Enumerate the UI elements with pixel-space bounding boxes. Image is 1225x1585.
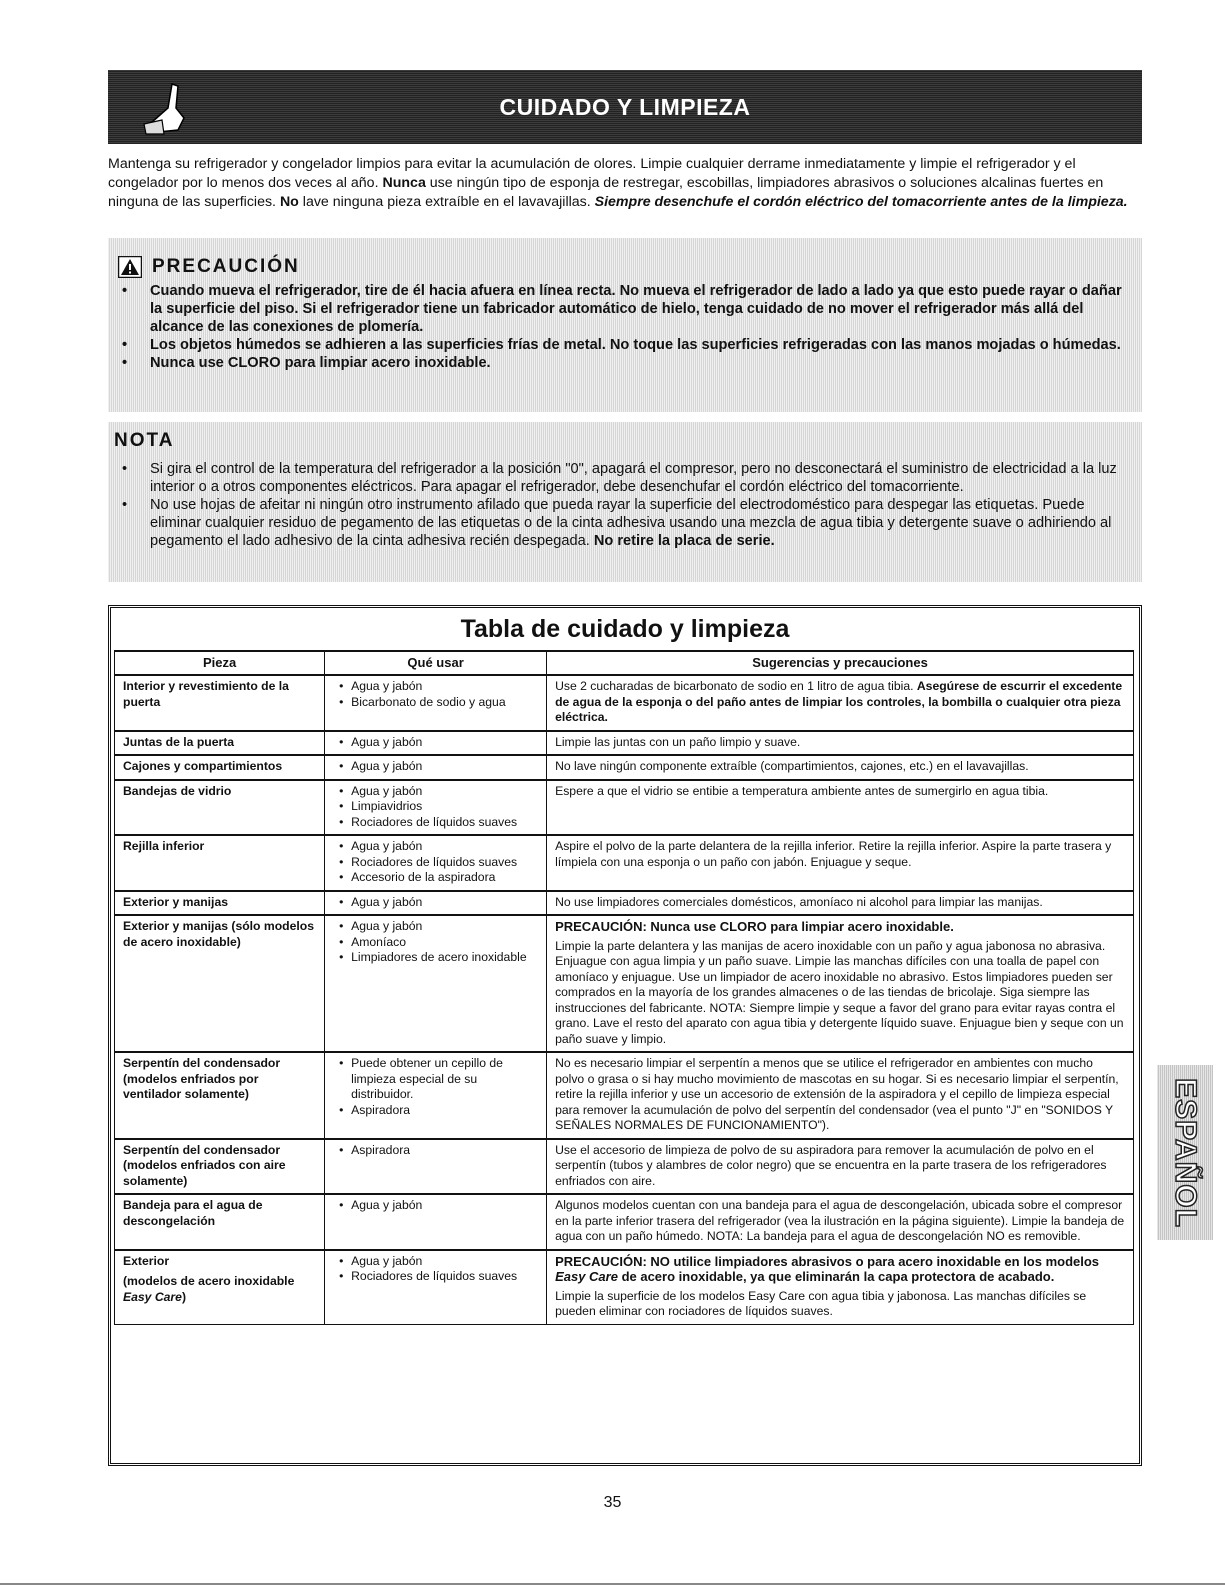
table-row	[115, 780, 1134, 836]
use-cell: • Agua y jabón	[325, 891, 547, 916]
tips-cell: Algunos modelos cuentan con una bandeja para el agua de descongelación, ubicada sobre el compresor en la parte inferior trasera del refrigerador (vea la ilustración en la página siguiente). Limpie la bandeja de agua con un paño húmedo. NOTA: La bandeja para el agua de descongelación NO es removible.	[547, 1194, 1134, 1250]
use-cell: • Aspiradora	[325, 1139, 547, 1195]
care-grid	[114, 650, 1134, 1325]
page-number: 35	[603, 1494, 622, 1511]
table-row	[115, 675, 1134, 731]
table-row	[115, 731, 1134, 756]
use-cell: • Agua y jabón	[325, 1194, 547, 1250]
tips-cell: PRECAUCIÓN: Nunca use CLORO para limpiar acero inoxidable. Limpie la parte delantera y las manijas de acero inoxidable con un paño y agua jabonosa no abrasiva. Enjuague con agua limpia y un paño suave. Limpie las manchas difíciles con una toalla de papel con amoníaco y enjuague. Use un limpiador de acero inoxidable no abrasivo. Estos limpiadores pueden ser comprados en la mayoría de los grandes almacenes o de las tiendas de bricolaje. Siga siempre las instrucciones del fabricante. NOTA: Siempre limpie y seque a favor del grano para evitar rayas contra el grano. Lave el resto del aparato con agua tibia y detergente líquido suave. Enjuague bien y seque con un paño suave y limpio.	[547, 915, 1134, 1052]
use-cell: • Agua y jabón • Rociadores de líquidos suaves • Accesorio de la aspiradora	[325, 835, 547, 891]
table-row	[115, 835, 1134, 891]
piece-cell: Exterior y manijas (sólo modelos de acero inoxidable)	[115, 915, 325, 1052]
table-header-row	[115, 651, 1134, 675]
piece-cell: Bandejas de vidrio	[115, 780, 325, 836]
warning-icon	[118, 256, 142, 278]
tips-cell: No lave ningún componente extraíble (compartimientos, cajones, etc.) en el lavavajillas.	[547, 755, 1134, 780]
table-row	[115, 755, 1134, 780]
list-item: • Los objetos húmedos se adhieren a las superficies frías de metal. No toque las superficies refrigeradas con las manos mojadas o húmedas.	[122, 336, 1132, 354]
list-item: • Si gira el control de la temperatura del refrigerador a la posición "0", apagará el compresor, pero no desconectará el suministro de electricidad a la luz interior o a otros componentes eléctricos. Para apagar el refrigerador, debe desenchufar el cordón eléctrico del tomacorriente.	[122, 460, 1132, 496]
use-cell: • Agua y jabón • Amoníaco • Limpiadores de acero inoxidable	[325, 915, 547, 1052]
tips-cell: PRECAUCIÓN: NO utilice limpiadores abrasivos o para acero inoxidable en los modelos Easy Care de acero inoxidable, ya que eliminarán la capa protectora de acabado. Limpie la superficie de los modelos Easy Care con agua tibia y jabonosa. Las manchas difíciles se pueden eliminar con rociadores de líquidos suaves.	[547, 1250, 1134, 1325]
table-row	[115, 1250, 1134, 1325]
intro-paragraph: Mantenga su refrigerador y congelador limpios para evitar la acumulación de olores. Limpie cualquier derrame inmediatamente y limpie el refrigerador y el congelador por lo menos dos veces al año. Nunca use ningún tipo de esponja de restregar, escobillas, limpiadores abrasivos o soluciones alcalinas fuertes en ninguna de las superficies. No lave ninguna pieza extraíble en el lavavajillas. Siempre desenchufe el cordón eléctrico del tomacorriente antes de la limpieza.	[108, 156, 1128, 210]
hand-wiping-icon	[138, 78, 194, 136]
use-cell: • Agua y jabón • Bicarbonato de sodio y agua	[325, 675, 547, 731]
tips-cell: Limpie las juntas con un paño limpio y suave.	[547, 731, 1134, 756]
table-title: Tabla de cuidado y limpieza	[460, 615, 790, 643]
caution-box	[108, 238, 1142, 412]
caution-list	[122, 282, 1132, 372]
language-tab-label: ESPAÑOL	[1169, 1077, 1202, 1228]
tips-cell: Espere a que el vidrio se entibie a temperatura ambiente antes de sumergirlo en agua tibia.	[547, 780, 1134, 836]
tips-cell: Aspire el polvo de la parte delantera de la rejilla inferior. Retire la rejilla inferior. Aspire la parte trasera y límpiela con una esponja o un paño con jabón. Enjuague y seque.	[547, 835, 1134, 891]
tips-cell: No es necesario limpiar el serpentín a menos que se utilice el refrigerador en ambientes con mucho polvo o grasa o si hay mucho movimiento de mascotas en su hogar. Si es necesario limpiar el serpentín, retire la rejilla inferior y use un accesorio de extensión de la aspiradora y el cepillo de limpieza especial para remover la acumulación de polvo del serpentín del condensador (vea el punto "J" en "SONIDOS Y SEÑALES NORMALES DE FUNCIONAMIENTO").	[547, 1052, 1134, 1139]
piece-cell: Cajones y compartimientos	[115, 755, 325, 780]
use-cell: • Agua y jabón • Rociadores de líquidos suaves	[325, 1250, 547, 1325]
column-header: Sugerencias y precauciones	[547, 651, 1134, 675]
note-title: NOTA	[114, 430, 175, 451]
piece-cell: Juntas de la puerta	[115, 731, 325, 756]
section-banner	[108, 70, 1142, 144]
tips-cell: Use 2 cucharadas de bicarbonato de sodio en 1 litro de agua tibia. Asegúrese de escurrir el excedente de agua de la esponja o del paño antes de limpiar los controles, la bombilla o cualquier otra pieza eléctrica.	[547, 675, 1134, 731]
column-header: Pieza	[115, 651, 325, 675]
piece-cell: Rejilla inferior	[115, 835, 325, 891]
list-item: • No use hojas de afeitar ni ningún otro instrumento afilado que pueda rayar la superficie del electrodoméstico para despegar las etiquetas. Puede eliminar cualquier residuo de pegamento de las etiquetas o de la cinta adhesiva usando una mezcla de agua tibia y detergente suave o adhiriendo al pegamento el lado adhesivo de la cinta adhesiva recién despegada. No retire la placa de serie.	[122, 496, 1132, 550]
piece-cell: Serpentín del condensador (modelos enfriados con aire solamente)	[115, 1139, 325, 1195]
table-row	[115, 1194, 1134, 1250]
column-header: Qué usar	[325, 651, 547, 675]
table-row	[115, 1139, 1134, 1195]
table-row	[115, 915, 1134, 1052]
caution-title: PRECAUCIÓN	[152, 256, 300, 277]
table-row	[115, 891, 1134, 916]
list-item: • Nunca use CLORO para limpiar acero inoxidable.	[122, 354, 1132, 372]
note-list	[122, 460, 1132, 550]
piece-cell: Serpentín del condensador (modelos enfriados por ventilador solamente)	[115, 1052, 325, 1139]
tips-cell: Use el accesorio de limpieza de polvo de su aspiradora para remover la acumulación de polvo en el serpentín (tubos y alambres de color negro) que se encuentra en la parte trasera de los refrigeradores enfriados con aire.	[547, 1139, 1134, 1195]
piece-cell: Bandeja para el agua de descongelación	[115, 1194, 325, 1250]
use-cell: • Puede obtener un cepillo de limpieza especial de su distribuidor. • Aspiradora	[325, 1052, 547, 1139]
note-box	[108, 422, 1142, 582]
list-item: • Cuando mueva el refrigerador, tire de él hacia afuera en línea recta. No mueva el refrigerador de lado a lado ya que esto puede rayar o dañar la superficie del piso. Si el refrigerador tiene un fabricador automático de hielo, tenga cuidado de no mover el refrigerador más allá del alcance de las conexiones de plomería.	[122, 282, 1132, 336]
piece-cell: Exterior (modelos de acero inoxidable Easy Care)	[115, 1250, 325, 1325]
use-cell: • Agua y jabón • Limpiavidrios • Rociadores de líquidos suaves	[325, 780, 547, 836]
use-cell: • Agua y jabón	[325, 755, 547, 780]
use-cell: • Agua y jabón	[325, 731, 547, 756]
care-table	[108, 605, 1142, 1466]
tips-cell: No use limpiadores comerciales domésticos, amoníaco ni alcohol para limpiar las manijas.	[547, 891, 1134, 916]
page-title: CUIDADO Y LIMPIEZA	[499, 93, 751, 120]
piece-cell: Interior y revestimiento de la puerta	[115, 675, 325, 731]
table-row	[115, 1052, 1134, 1139]
piece-cell: Exterior y manijas	[115, 891, 325, 916]
language-tab	[1157, 1065, 1213, 1240]
